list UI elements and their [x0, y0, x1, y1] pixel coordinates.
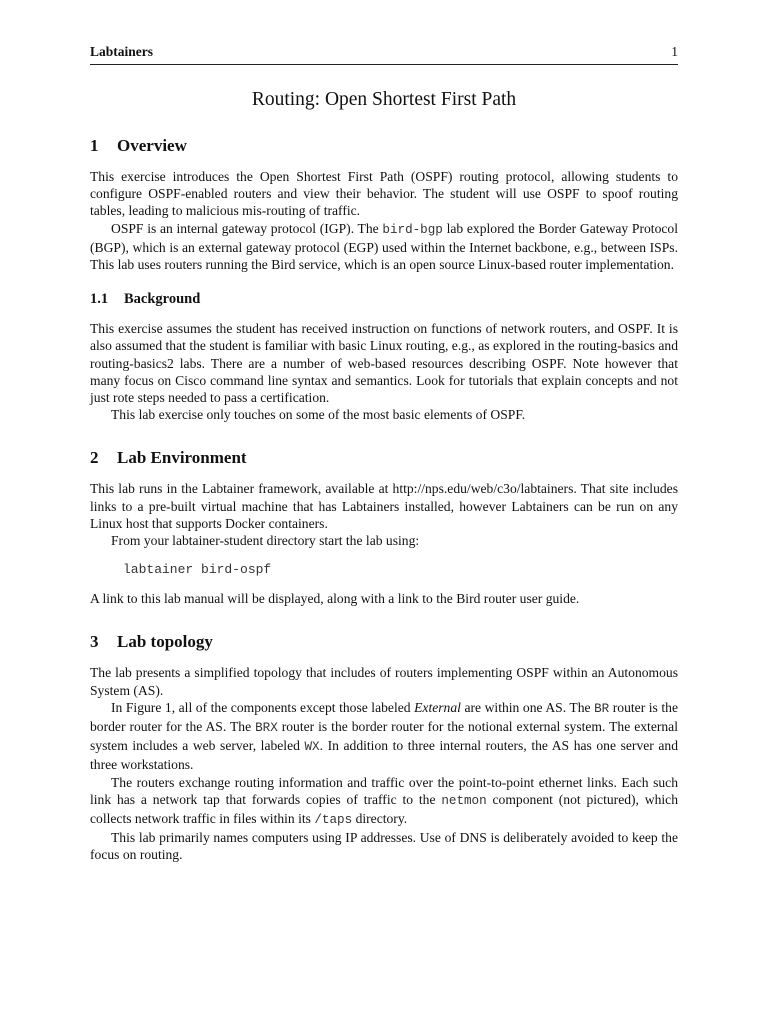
page-number: 1 — [671, 44, 678, 59]
paragraph: From your labtainer-student directory start the lab using: — [111, 533, 420, 549]
inline-code: netmon — [441, 793, 487, 808]
running-title: Labtainers — [90, 44, 154, 59]
paragraph: This lab runs in the Labtainer framework, available at http://nps.edu/web/c3o/labtainers. That site includes links to a pre-built virtual machine that has Labtainers installed, however Labtainers can be run on any Linux host that supports Docker containers. — [90, 481, 678, 531]
inline-code: WX — [304, 740, 320, 755]
code-block: labtainer bird-ospf — [123, 562, 272, 578]
document-title: Routing: Open Shortest First Path — [251, 89, 517, 110]
paragraph: This lab primarily names computers using IP addresses. Use of DNS is deliberately avoided to keep the focus on routing. — [90, 830, 678, 863]
document-page — [90, 44, 678, 864]
paragraph: The routers exchange routing information and traffic over the point-to-point ethernet links. Each such link has a network tap that forwards copies of traffic to the netmon component (not pictured), which collects network traffic in files within its /taps directory. — [90, 774, 678, 828]
paragraph: This exercise introduces the Open Shortest First Path (OSPF) routing protocol, allowing students to configure OSPF-enabled routers and view their behavior. The student will use OSPF to spoof routing tables, leading to malicious mis-routing of traffic. — [90, 169, 678, 219]
inline-code: BRX — [255, 721, 278, 736]
running-header — [90, 44, 678, 65]
section-heading-lab-topology: 3 Lab topology — [90, 632, 213, 652]
paragraph: OSPF is an internal gateway protocol (IGP). The bird-bgp lab explored the Border Gateway Protocol (BGP), which is an external gateway protocol (EGP) used within the Internet backbone, e.g., between ISPs. This lab uses routers running the Bird service, which is an open source Linux-based router implementation. — [90, 220, 678, 273]
paragraph: In Figure 1, all of the components except those labeled External are within one AS. The BR router is the border router for the AS. The BRX router is the border router for the notional external system. The external system includes a web server, labeled WX. In addition to three internal routers, the AS has one server and three workstations. — [90, 699, 678, 773]
paragraph: This exercise assumes the student has received instruction on functions of network routers, and OSPF. It is also assumed that the student is familiar with basic Linux routing, e.g., as explored in the routing-basics and routing-basics2 labs. There are a number of web-based resources describing OSPF. Note however that many focus on Cisco command line syntax and semantics. Look for tutorials that explain concepts and not just rote steps needed to pass a certification. — [90, 321, 678, 406]
section-heading-lab-environment: 2 Lab Environment — [90, 448, 247, 468]
section-heading-overview: 1 Overview — [90, 136, 187, 155]
paragraph: This lab exercise only touches on some of the most basic elements of OSPF. — [111, 407, 526, 423]
paragraph: The lab presents a simplified topology that includes of routers implementing OSPF within an Autonomous System (AS). — [90, 665, 678, 698]
inline-code: BR — [594, 701, 610, 716]
inline-code: /taps — [314, 813, 353, 828]
subsection-heading-background: 1.1 Background — [90, 291, 201, 308]
paragraph: A link to this lab manual will be displayed, along with a link to the Bird router user guide. — [90, 591, 580, 607]
inline-code: bird-bgp — [382, 222, 443, 237]
